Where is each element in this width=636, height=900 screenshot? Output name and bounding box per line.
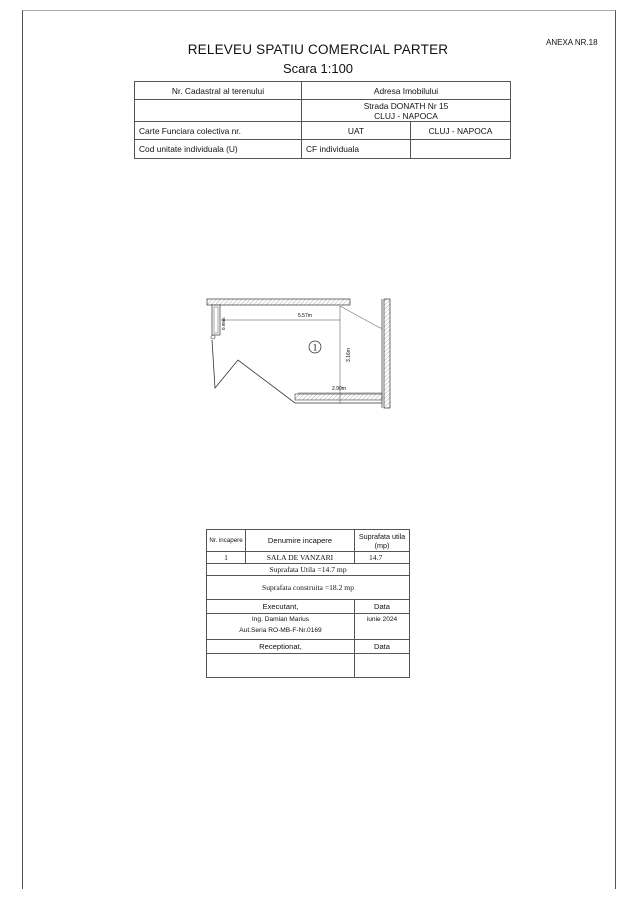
col-nr-header: Nr. incapere [207, 530, 246, 552]
cf-individual-label: CF individuala [302, 140, 411, 159]
scale-label: Scara 1:100 [282, 61, 354, 76]
row-name: SALA DE VANZARI [246, 552, 355, 564]
cf-collective-label: Carte Funciara colectiva nr. [135, 122, 302, 140]
executant-name: Ing. Damian Marius [251, 616, 310, 623]
dim-small: 0.98m [221, 317, 226, 330]
date-value: iunie 2024 [355, 614, 410, 640]
receptionat-value [207, 654, 355, 678]
city-value: CLUJ - NAPOCA [374, 110, 438, 121]
page-title: RELEVEU SPATIU COMERCIAL PARTER [187, 42, 449, 57]
dim-width: 5.57m [298, 313, 312, 319]
date-label: Data [355, 600, 410, 614]
street-value: Strada DONATH Nr 15 [363, 100, 449, 111]
wall-left-niche [211, 305, 220, 339]
cadastral-value [135, 100, 302, 122]
receptionat-label: Receptionat, [207, 640, 355, 654]
uat-value: CLUJ - NAPOCA [411, 122, 511, 140]
useful-area: Suprafata Utila =14.7 mp [207, 564, 410, 576]
legend-table [206, 529, 410, 678]
executant-auth: Aut.Seria RO-MB-F-Nr.0169 [239, 627, 322, 634]
cf-individual-value [411, 140, 511, 159]
address-value [302, 100, 511, 122]
floor-plan [200, 290, 410, 420]
wall-right [382, 299, 390, 408]
dim-bottom: 2.90m [332, 386, 346, 392]
room-number: 1 [312, 342, 318, 353]
date-value-2 [355, 654, 410, 678]
col-name-header: Denumire incapere [246, 530, 355, 552]
col-area-header: Suprafata utila (mp) [355, 530, 410, 552]
executant-label: Executant, [207, 600, 355, 614]
wall-top [207, 299, 350, 305]
cadastral-label: Nr. Cadastral al terenului [135, 82, 302, 100]
unit-code-label: Cod unitate individuala (U) [135, 140, 302, 159]
row-area: 14.7 [355, 552, 410, 564]
row-nr: 1 [207, 552, 246, 564]
uat-label: UAT [302, 122, 411, 140]
executant-info [207, 614, 355, 640]
room-outline [212, 306, 382, 403]
dimension-lines [221, 306, 382, 403]
address-label: Adresa Imobilului [302, 82, 511, 100]
dim-height: 3.16m [346, 348, 352, 362]
date-label-2: Data [355, 640, 410, 654]
built-area: Suprafata construita =18.2 mp [207, 576, 410, 600]
annex-label: ANEXA NR.18 [546, 38, 598, 47]
table-row [207, 552, 410, 564]
header-table [134, 81, 511, 159]
